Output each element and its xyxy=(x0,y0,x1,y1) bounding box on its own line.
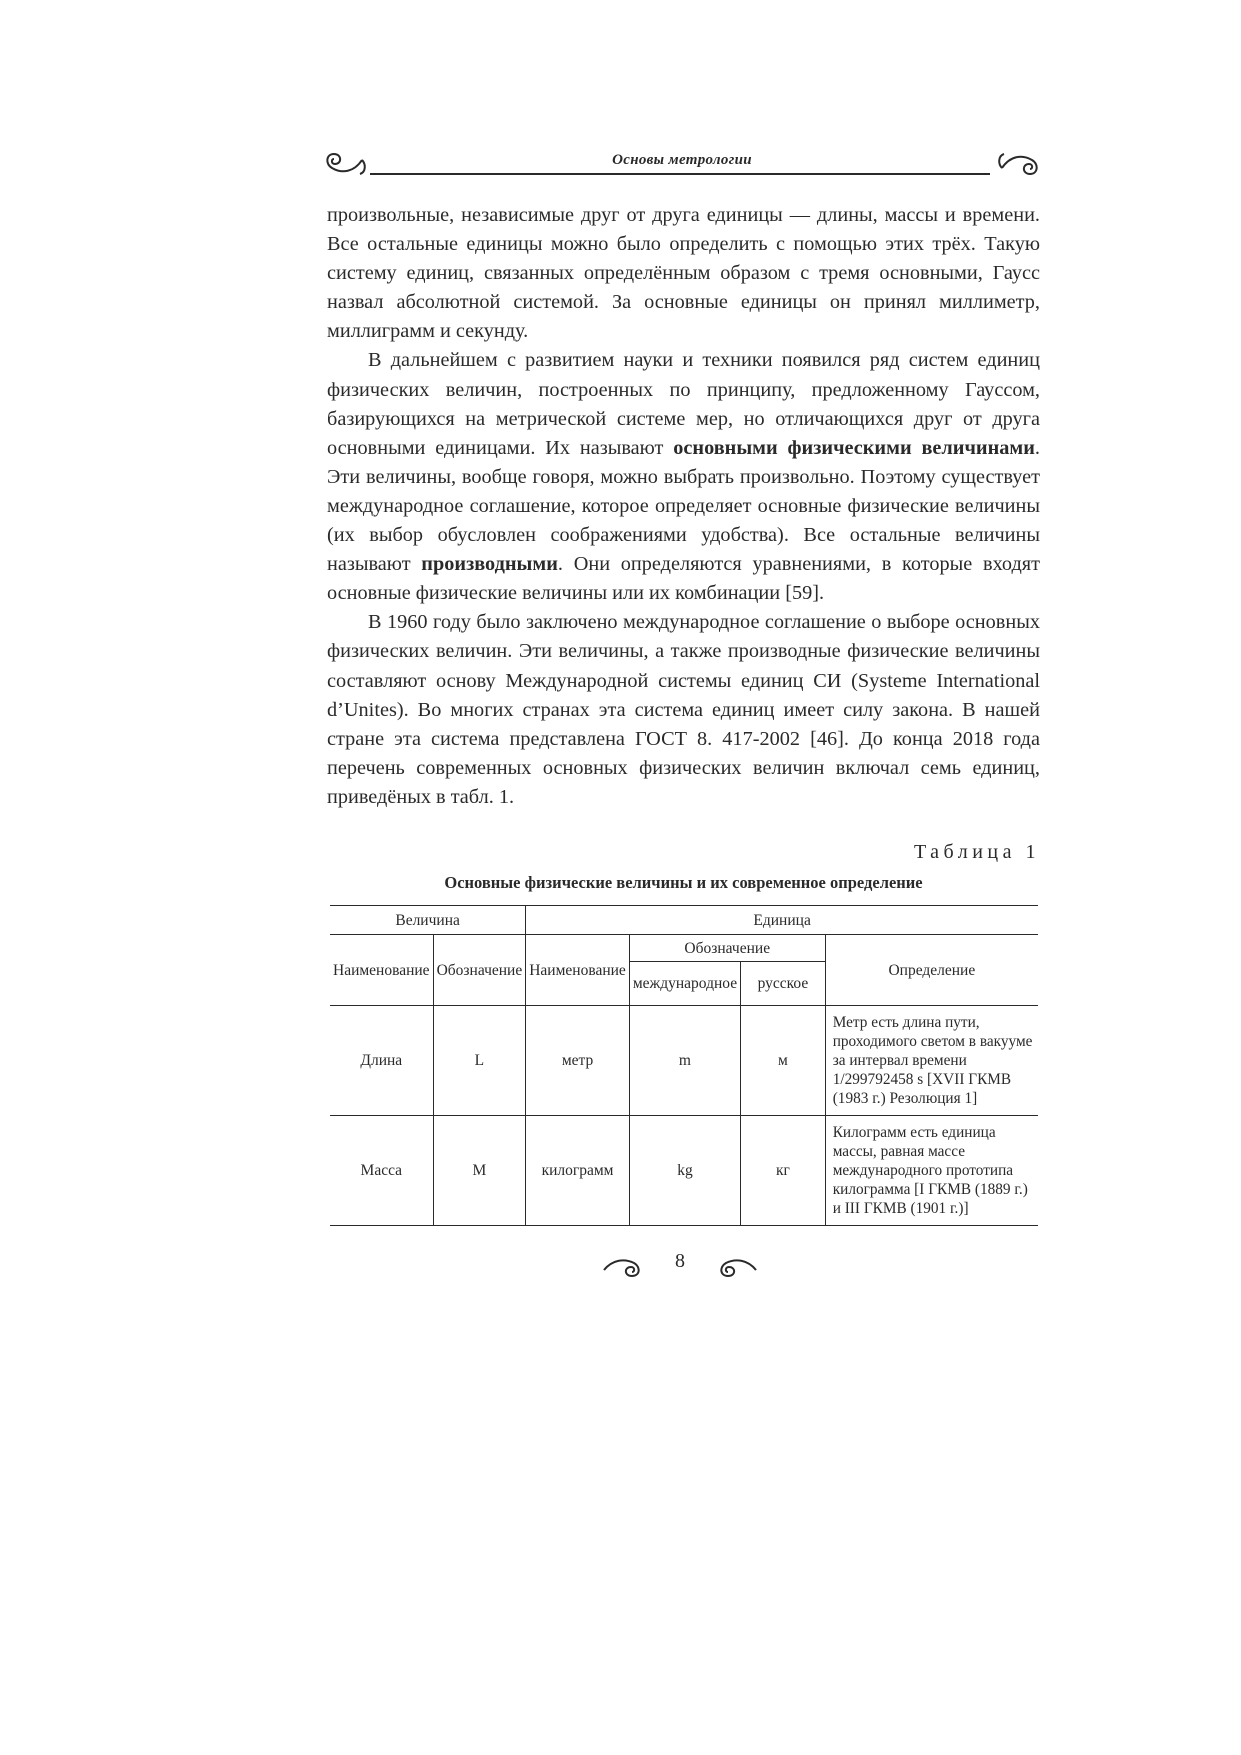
term-derived: производными xyxy=(421,553,558,576)
header-unit-name: Наименование xyxy=(526,935,630,1006)
table-label: Таблица 1 xyxy=(913,841,1040,863)
table-row: Масса M килограмм kg кг Килограмм есть единица массы, равная массе международного прототипа килограмма [I ГКМВ (1889 г.) и III ГКМВ (1901 г.)] xyxy=(330,1116,1038,1226)
page-number: 8 xyxy=(675,1250,685,1272)
term-base-quantities: основными физическими величинами xyxy=(673,436,1035,459)
header-designation: Обозначение xyxy=(629,935,825,962)
header-quantity: Величина xyxy=(330,906,526,935)
header-symbol: Обозначение xyxy=(433,935,526,1006)
paragraph-2: В дальнейшем с развитием науки и техники появился ряд систем единиц физических величин, построенных по принципу, предложенному Гауссом, базирующихся на метрической системе мер, но отличающихся друг от друга основными единицами. Их называют основными физическими величинами. Эти величины, вообще говоря, можно выбрать произвольно. Поэтому существует международное соглашение, которое определяет основные физические величины (их выбор обусловлен соображениями удобства). Все остальные величины называют производными. Они определяются уравнениями, в которые входят основные физические величины или их комбинации [59]. xyxy=(327,349,1041,605)
body-text xyxy=(327,201,1040,812)
table-row: Длина L метр m м Метр есть длина пути, проходимого светом в вакууме за интервал времени 1/299792458 s [XVII ГКМВ (1983 г.) Резолюция 1] xyxy=(330,1006,1038,1116)
table-caption: Основные физические величины и их современное определение xyxy=(444,873,923,892)
paragraph-1: произвольные, независимые друг от друга единицы — длины, массы и времени. Все остальные единицы можно было определить с помощью этих трёх. Такую систему единиц, связанных определённым образом с тремя основными, Гаусс назвал абсолютной системой. За основные единицы он принял миллиметр, миллиграмм и секунду. xyxy=(327,204,1040,343)
paragraph-3: В 1960 году было заключено международное соглашение о выборе основных физических величин. Эти величины, а также производные физические величины составляют основу Международной системы единиц СИ (Systeme International d’Unites). Во многих странах эта система единиц имеет силу закона. В нашей стране эта система представлена ГОСТ 8. 417-2002 [46]. До конца 2018 года перечень современных основных физических величин включал семь единиц, приведёных в табл. 1. xyxy=(327,611,1040,808)
running-header xyxy=(322,148,1042,184)
header-russian: русское xyxy=(741,962,826,1006)
header-title: Основы метрологии xyxy=(612,152,752,168)
flourish-right-icon xyxy=(714,1254,760,1280)
header-unit: Единица xyxy=(526,906,1038,935)
units-table xyxy=(330,905,1038,1226)
header-rule xyxy=(370,173,990,175)
definition-cell: Метр есть длина пути, проходимого светом в вакууме за интервал времени 1/299792458 s [XVII ГКМВ (1983 г.) Резолюция 1] xyxy=(825,1006,1038,1116)
flourish-right-icon xyxy=(996,150,1042,178)
page-footer xyxy=(600,1248,760,1284)
header-definition: Определение xyxy=(825,935,1038,1006)
header-international: международное xyxy=(629,962,740,1006)
header-name: Наименование xyxy=(330,935,433,1006)
definition-cell: Килограмм есть единица массы, равная массе международного прототипа килограмма [I ГКМВ (1889 г.) и III ГКМВ (1901 г.)] xyxy=(825,1116,1038,1226)
